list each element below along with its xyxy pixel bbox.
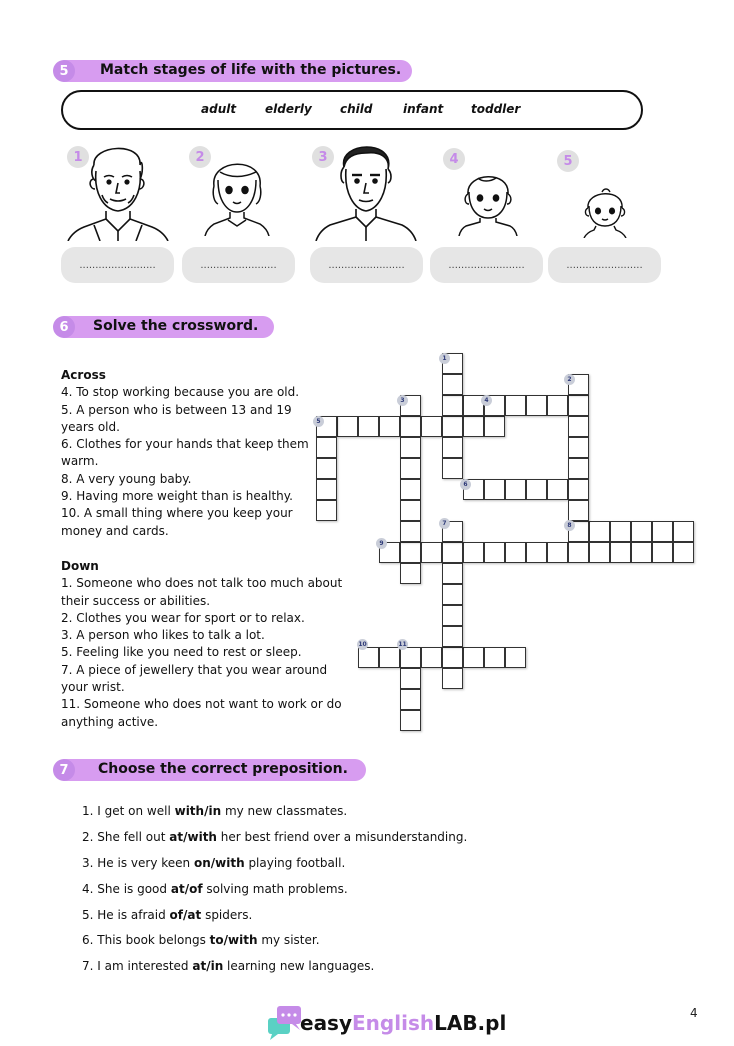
clue-number-badge: 4: [481, 395, 492, 406]
section-5-header: [55, 60, 412, 82]
clue: 6. Clothes for your hands that keep them warm.: [61, 437, 309, 469]
crossword-cell[interactable]: [358, 647, 379, 668]
across-heading: Across: [61, 368, 106, 382]
word-item: infant: [403, 102, 444, 116]
list-item: 3. He is very keen on/with playing football.: [82, 855, 346, 870]
crossword-cell[interactable]: [673, 542, 694, 563]
crossword-cell[interactable]: [673, 521, 694, 542]
crossword-cell[interactable]: [442, 458, 463, 479]
crossword-cell[interactable]: [547, 395, 568, 416]
section-title: Match stages of life with the pictures.: [100, 62, 402, 78]
crossword-cell[interactable]: [631, 521, 652, 542]
clue: 9. Having more weight than is healthy.: [61, 489, 293, 504]
crossword-cell[interactable]: [358, 416, 379, 437]
word-bank: [61, 90, 643, 130]
crossword-cell[interactable]: [421, 647, 442, 668]
elderly-man-icon: [64, 135, 172, 241]
crossword-cell[interactable]: [400, 395, 421, 416]
crossword-cell[interactable]: [379, 416, 400, 437]
word-item: adult: [201, 102, 237, 116]
crossword-cell[interactable]: [505, 479, 526, 500]
crossword-cell[interactable]: [442, 584, 463, 605]
down-clues: [61, 558, 357, 731]
logo: [268, 1004, 508, 1040]
list-item: 5. He is afraid of/at spiders.: [82, 907, 253, 922]
crossword-cell[interactable]: [463, 479, 484, 500]
crossword-cell[interactable]: [484, 416, 505, 437]
crossword-cell[interactable]: [484, 647, 505, 668]
crossword-cell[interactable]: [568, 458, 589, 479]
option-word[interactable]: with: [187, 829, 217, 844]
clue: 3. A person who likes to talk a lot.: [61, 628, 265, 643]
crossword-cell[interactable]: [400, 542, 421, 563]
crossword-cell[interactable]: [463, 416, 484, 437]
clue: 4. To stop working because you are old.: [61, 385, 300, 400]
crossword-cell[interactable]: [316, 500, 337, 521]
picture-number: 1: [67, 146, 89, 168]
clue: 8. A very young baby.: [61, 471, 192, 486]
option-word[interactable]: with: [174, 804, 205, 818]
crossword-cell[interactable]: [400, 668, 421, 689]
list-item: 1. I get on well with/in my new classmates.: [82, 804, 348, 818]
crossword-cell[interactable]: [400, 689, 421, 710]
clue: 5. Feeling like you need to rest or sleep.: [61, 645, 302, 660]
crossword-cell[interactable]: [526, 479, 547, 500]
option-word[interactable]: at: [187, 907, 202, 922]
list-item: 2. She fell out at/with her best friend over a misunderstanding.: [82, 829, 468, 844]
crossword-cell[interactable]: [442, 605, 463, 626]
clue: 11. Someone who does not want to work or do anything active.: [61, 697, 342, 729]
crossword-cell[interactable]: [610, 542, 631, 563]
crossword-cell[interactable]: [652, 542, 673, 563]
clue-number-badge: 9: [376, 538, 387, 549]
crossword-cell[interactable]: [379, 647, 400, 668]
clue-number-badge: 6: [460, 479, 471, 490]
crossword-cell[interactable]: [442, 437, 463, 458]
crossword-cell[interactable]: [547, 479, 568, 500]
option-word[interactable]: at: [169, 829, 184, 844]
option-word[interactable]: with: [215, 855, 245, 870]
crossword-cell[interactable]: [484, 479, 505, 500]
option-word[interactable]: of: [189, 881, 203, 896]
clue: 5. A person who is between 13 and 19 years old.: [61, 402, 292, 434]
clue: 7. A piece of jewellery that you wear around your wrist.: [61, 662, 328, 695]
crossword-cell[interactable]: [526, 542, 547, 563]
section-7-header: [55, 759, 366, 781]
clue-number-badge: 10: [358, 641, 367, 648]
crossword-cell[interactable]: [442, 395, 463, 416]
crossword-cell[interactable]: [568, 416, 589, 437]
option-word[interactable]: at: [192, 959, 207, 974]
crossword-cell[interactable]: [589, 542, 610, 563]
crossword-cell[interactable]: [505, 395, 526, 416]
crossword-cell[interactable]: [337, 416, 358, 437]
option-word[interactable]: at: [170, 881, 185, 896]
answer-blank[interactable]: ........................: [548, 247, 661, 283]
down-heading: Down: [61, 559, 99, 573]
crossword-cell[interactable]: [505, 647, 526, 668]
answer-blank[interactable]: ........................: [430, 247, 543, 283]
crossword-cell[interactable]: [568, 479, 589, 500]
word-item: child: [340, 102, 373, 116]
preposition-list: [82, 804, 467, 985]
page-number: 4: [690, 1006, 698, 1020]
infant-icon: [580, 186, 630, 238]
picture-number: 4: [443, 148, 465, 170]
section-6-header: [55, 316, 274, 338]
crossword-cell[interactable]: [589, 521, 610, 542]
list-item: 4. She is good at/of solving math problems.: [82, 881, 348, 896]
crossword-cell[interactable]: [505, 542, 526, 563]
option-word[interactable]: in: [210, 959, 224, 974]
crossword-cell[interactable]: [442, 542, 463, 563]
clue-number-badge: 8: [564, 520, 575, 531]
clue-number-badge: 2: [564, 374, 575, 385]
crossword-cell[interactable]: [316, 437, 337, 458]
crossword-cell[interactable]: [442, 416, 463, 437]
crossword-cell[interactable]: [463, 395, 484, 416]
crossword-cell[interactable]: [400, 416, 421, 437]
crossword-cell[interactable]: [421, 416, 442, 437]
clue-number-badge: 11: [398, 641, 407, 648]
section-number: 6: [53, 316, 75, 338]
crossword-cell[interactable]: [442, 626, 463, 647]
across-clues: [61, 367, 321, 540]
crossword-cell[interactable]: [568, 542, 589, 563]
word-item: toddler: [471, 102, 521, 116]
crossword-cell[interactable]: [421, 542, 442, 563]
answer-blank[interactable]: ........................: [182, 247, 295, 283]
crossword-cell[interactable]: [400, 647, 421, 668]
section-number: 7: [53, 759, 75, 781]
crossword-cell[interactable]: [568, 521, 589, 542]
logo-text: easyEnglishLAB.pl: [300, 1011, 507, 1035]
section-title: Solve the crossword.: [93, 318, 259, 334]
crossword-cell[interactable]: [610, 521, 631, 542]
crossword-cell[interactable]: [400, 710, 421, 731]
option-word[interactable]: in: [208, 804, 222, 818]
crossword-cell[interactable]: [379, 542, 400, 563]
answer-blank[interactable]: ........................: [61, 247, 174, 283]
crossword-cell[interactable]: [316, 479, 337, 500]
child-girl-icon: [200, 150, 274, 236]
crossword-cell[interactable]: [400, 500, 421, 521]
crossword-cell[interactable]: [400, 479, 421, 500]
word-item: elderly: [265, 102, 312, 116]
crossword-cell[interactable]: [568, 500, 589, 521]
clue-number-badge: 3: [397, 395, 408, 406]
crossword-cell[interactable]: [568, 395, 589, 416]
crossword-cell[interactable]: [442, 374, 463, 395]
option-word[interactable]: with: [228, 933, 258, 948]
crossword-cell[interactable]: [442, 353, 463, 374]
crossword-cell[interactable]: [484, 542, 505, 563]
crossword-cell[interactable]: [400, 563, 421, 584]
crossword-cell[interactable]: [631, 542, 652, 563]
crossword-cell[interactable]: [400, 437, 421, 458]
clue: 2. Clothes you wear for sport or to relax.: [61, 610, 305, 625]
toddler-icon: [456, 168, 520, 236]
clue-number-badge: 1: [439, 353, 450, 364]
section-number: 5: [53, 60, 75, 82]
list-item: 6. This book belongs to/with my sister.: [82, 933, 320, 948]
clue: 1. Someone who does not talk too much about their success or abilities.: [61, 576, 343, 608]
option-word[interactable]: on: [193, 855, 211, 870]
crossword-cell[interactable]: [442, 521, 463, 542]
crossword-cell[interactable]: [442, 668, 463, 689]
crossword-cell[interactable]: [463, 647, 484, 668]
answer-blank[interactable]: ........................: [310, 247, 423, 283]
crossword-cell[interactable]: [484, 395, 505, 416]
crossword-cell[interactable]: [400, 521, 421, 542]
crossword-cell[interactable]: [316, 458, 337, 479]
crossword-cell[interactable]: [568, 374, 589, 395]
crossword-cell[interactable]: [463, 542, 484, 563]
list-item: 7. I am interested at/in learning new languages.: [82, 959, 375, 974]
picture-number: 5: [557, 150, 579, 172]
option-word[interactable]: to: [209, 933, 224, 948]
crossword-cell[interactable]: [547, 542, 568, 563]
option-word[interactable]: of: [169, 907, 184, 922]
crossword-cell[interactable]: [526, 395, 547, 416]
crossword-cell[interactable]: [400, 458, 421, 479]
clue-number-badge: 7: [439, 518, 450, 529]
clue: 10. A small thing where you keep your money and cards.: [61, 506, 293, 538]
clue-number-badge: 5: [313, 416, 324, 427]
adult-man-icon: [312, 135, 418, 241]
picture-number: 3: [312, 146, 334, 168]
crossword-cell[interactable]: [568, 437, 589, 458]
section-title: Choose the correct preposition.: [98, 761, 348, 777]
crossword-cell[interactable]: [316, 416, 337, 437]
picture-number: 2: [189, 146, 211, 168]
crossword-cell[interactable]: [652, 521, 673, 542]
crossword-cell[interactable]: [442, 563, 463, 584]
crossword-cell[interactable]: [442, 647, 463, 668]
